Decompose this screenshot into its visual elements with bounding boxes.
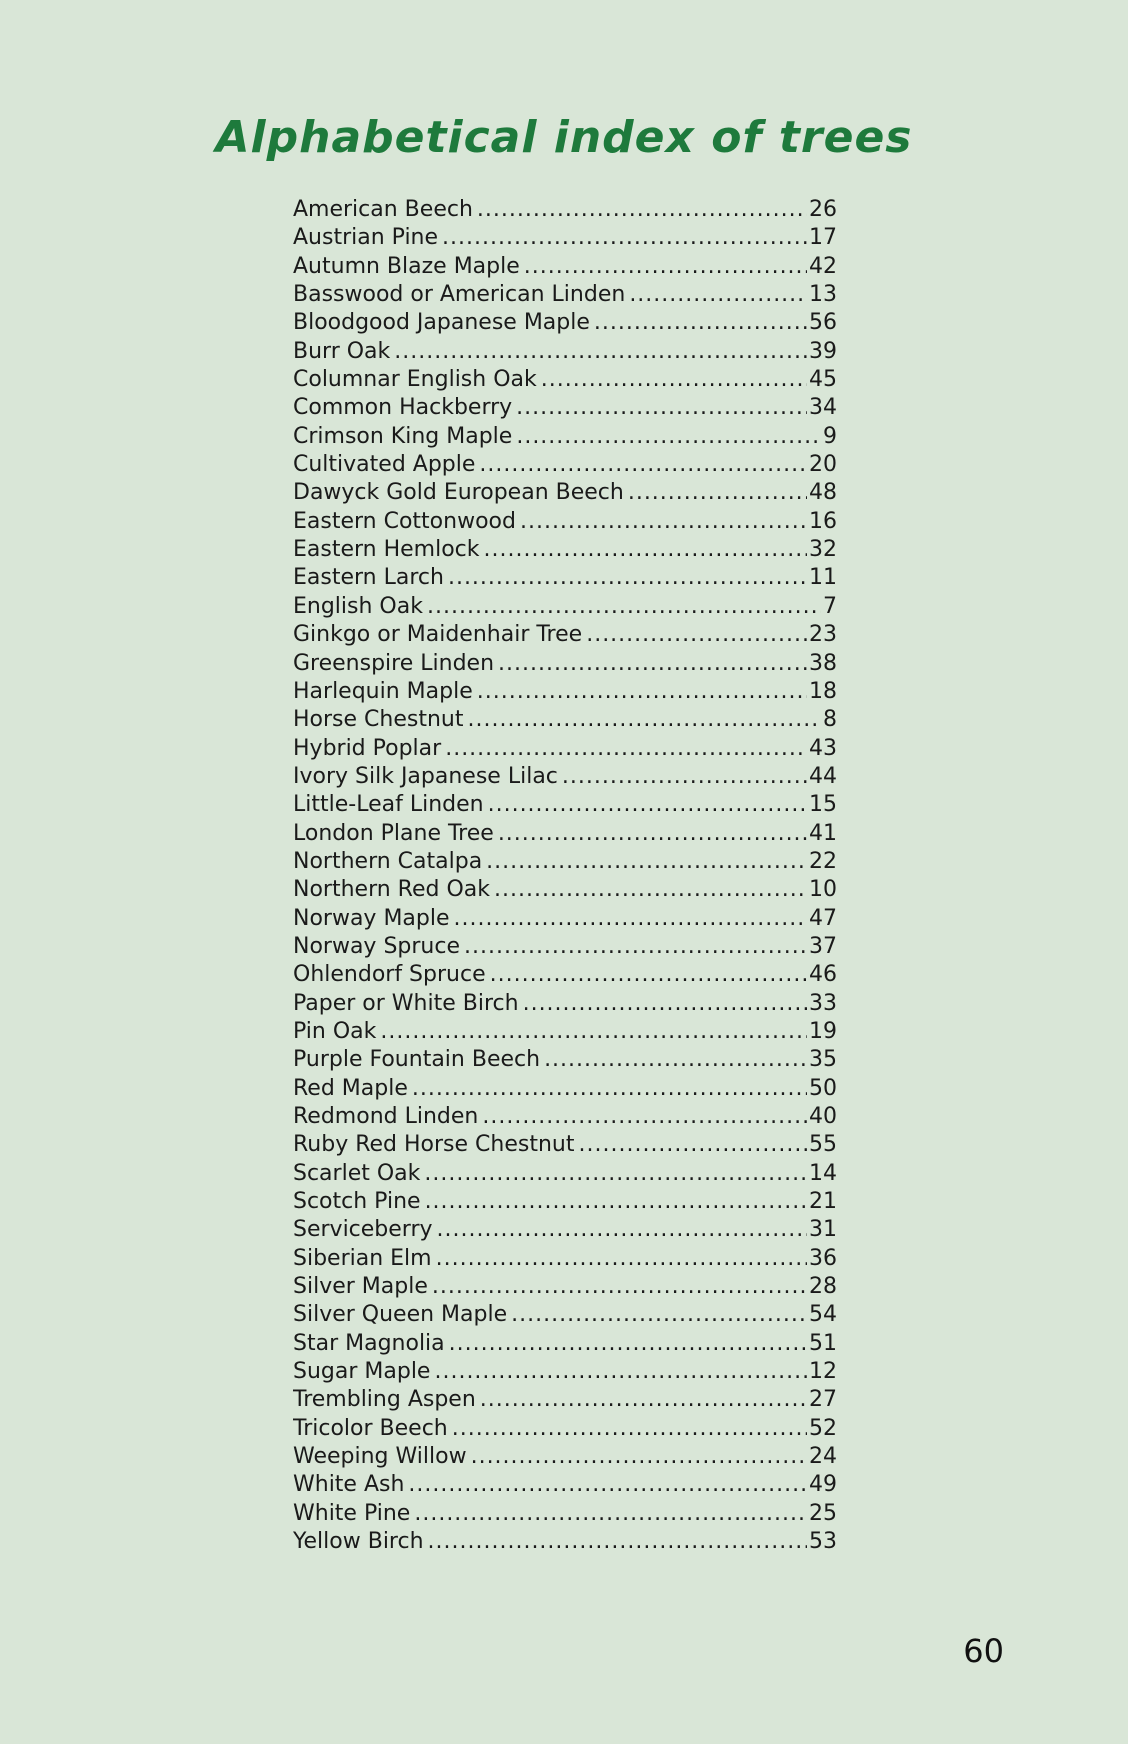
index-entry (293, 339, 837, 367)
tree-name: Trembling Aspen (293, 1387, 476, 1413)
tree-name: Scarlet Oak (293, 1160, 421, 1186)
page-reference: 42 (809, 253, 837, 279)
tree-name: Serviceberry (293, 1217, 433, 1243)
tree-name: Red Maple (293, 1075, 408, 1101)
index-entry (293, 1161, 837, 1189)
page-reference: 17 (809, 225, 837, 251)
index-entry (293, 1416, 837, 1444)
page-number: 60 (963, 1632, 1004, 1670)
index-entry (293, 707, 837, 735)
tree-name: Norway Spruce (293, 933, 460, 959)
dot-leader (408, 1472, 807, 1497)
dot-leader (464, 934, 807, 959)
tree-name: Pin Oak (293, 1018, 377, 1044)
tree-name: Austrian Pine (293, 225, 439, 251)
index-entry (293, 367, 837, 395)
index-entry (293, 849, 837, 877)
tree-name: English Oak (293, 593, 423, 619)
index-entry (293, 594, 837, 622)
tree-name: London Plane Tree (293, 820, 494, 846)
tree-name: Greenspire Linden (293, 650, 495, 676)
tree-name: Redmond Linden (293, 1104, 479, 1129)
index-entry (293, 1331, 837, 1359)
tree-name: Tricolor Beech (293, 1415, 448, 1441)
page-reference: 44 (809, 763, 837, 789)
dot-leader (498, 651, 807, 676)
page-reference: 23 (809, 622, 837, 648)
dot-leader (579, 1132, 808, 1157)
page-reference: 14 (809, 1160, 837, 1186)
page-reference: 55 (809, 1132, 837, 1158)
tree-name: Silver Queen Maple (293, 1302, 508, 1328)
index-entry (293, 934, 837, 962)
page-title: Alphabetical index of trees (215, 112, 913, 163)
page-reference: 50 (809, 1075, 837, 1101)
dot-leader (445, 736, 807, 761)
tree-name: Paper or White Birch (293, 990, 519, 1016)
dot-leader (380, 1019, 807, 1044)
dot-leader (424, 1161, 807, 1186)
dot-leader (394, 339, 807, 364)
index-entry (293, 225, 837, 253)
page-reference: 43 (809, 735, 837, 761)
index-entry (293, 962, 837, 990)
page-reference: 34 (809, 395, 837, 421)
dot-leader (452, 1416, 807, 1441)
dot-leader (486, 849, 807, 874)
page-reference: 47 (809, 905, 837, 931)
index-entry (293, 1076, 837, 1104)
tree-name: Sugar Maple (293, 1359, 431, 1385)
page-reference: 38 (809, 650, 837, 676)
tree-name: Eastern Hemlock (293, 537, 480, 563)
page-reference: 36 (809, 1245, 837, 1271)
page-reference: 41 (809, 820, 837, 846)
index-entry (293, 1444, 837, 1472)
page-reference: 48 (809, 480, 837, 506)
dot-leader (629, 282, 807, 307)
index-entry (293, 906, 837, 934)
dot-leader (427, 594, 821, 619)
index-entry (293, 1359, 837, 1387)
tree-name: Ginkgo or Maidenhair Tree (293, 622, 583, 648)
index-entry (293, 1387, 837, 1415)
index-entry (293, 1274, 837, 1302)
dot-leader (484, 537, 807, 562)
page-reference: 24 (809, 1444, 837, 1470)
dot-leader (477, 679, 807, 704)
tree-name: Dawyck Gold European Beech (293, 480, 624, 506)
page-reference: 18 (809, 678, 837, 704)
tree-name: Bloodgood Japanese Maple (293, 310, 590, 336)
index-entry (293, 991, 837, 1019)
tree-name: Basswood or American Linden (293, 282, 626, 308)
dot-leader (524, 254, 807, 279)
dot-leader (449, 1331, 807, 1356)
index-entry (293, 310, 837, 338)
page-reference: 27 (809, 1387, 837, 1413)
page-reference: 54 (809, 1302, 837, 1328)
dot-leader (434, 1359, 807, 1384)
dot-leader (442, 225, 807, 250)
dot-leader (494, 877, 807, 902)
page-reference: 53 (809, 1529, 837, 1555)
dot-leader (628, 480, 807, 505)
page-reference: 28 (809, 1274, 837, 1300)
page-reference: 21 (809, 1189, 837, 1215)
index-entry (293, 622, 837, 650)
index-entry (293, 1217, 837, 1245)
dot-leader (498, 821, 807, 846)
dot-leader (414, 1501, 807, 1526)
dot-leader (454, 906, 807, 931)
dot-leader (448, 565, 807, 590)
page-reference: 49 (809, 1472, 837, 1498)
index-entry (293, 537, 837, 565)
dot-leader (479, 452, 807, 477)
page-reference: 13 (809, 282, 837, 308)
tree-name: Scotch Pine (293, 1189, 421, 1215)
tree-name: Norway Maple (293, 905, 450, 931)
page-reference: 10 (809, 877, 837, 903)
tree-name: Eastern Cottonwood (293, 508, 516, 534)
page-reference: 11 (809, 565, 837, 591)
index-entry (293, 764, 837, 792)
page-reference: 16 (809, 508, 837, 534)
page-reference: 45 (809, 367, 837, 393)
index-entry (293, 821, 837, 849)
page-reference: 33 (809, 990, 837, 1016)
index-entry (293, 1132, 837, 1160)
dot-leader (467, 707, 821, 732)
page-reference: 39 (809, 338, 837, 364)
page-reference: 37 (809, 933, 837, 959)
dot-leader (428, 1529, 807, 1554)
page-reference: 32 (809, 537, 837, 563)
tree-name: Ivory Silk Japanese Lilac (293, 763, 558, 789)
page-reference: 19 (809, 1018, 837, 1044)
page-reference: 26 (809, 197, 837, 222)
dot-leader (511, 1302, 807, 1327)
tree-name: Ruby Red Horse Chestnut (293, 1132, 575, 1158)
index-entry (293, 1501, 837, 1529)
index-entry (293, 651, 837, 679)
index-entry (293, 736, 837, 764)
dot-leader (490, 962, 807, 987)
index-entry (293, 1104, 837, 1132)
index-entry (293, 395, 837, 423)
index-entry (293, 1529, 837, 1557)
page-reference: 7 (823, 593, 837, 619)
dot-leader (412, 1076, 807, 1101)
index-entry (293, 509, 837, 537)
index-entry (293, 282, 837, 310)
page-reference: 52 (809, 1415, 837, 1441)
tree-name: Common Hackberry (293, 395, 513, 421)
index-entry (293, 1047, 837, 1075)
page-reference: 8 (823, 707, 837, 733)
page-reference: 51 (809, 1330, 837, 1356)
dot-leader (541, 367, 807, 392)
tree-name: Weeping Willow (293, 1444, 467, 1470)
tree-name: Horse Chestnut (293, 707, 464, 733)
tree-index-list (293, 197, 837, 1558)
tree-name: Autumn Blaze Maple (293, 253, 520, 279)
tree-name: Yellow Birch (293, 1529, 424, 1555)
index-entry (293, 565, 837, 593)
dot-leader (480, 1387, 807, 1412)
index-entry (293, 1246, 837, 1274)
dot-leader (477, 197, 807, 222)
dot-leader (520, 509, 807, 534)
tree-name: Northern Catalpa (293, 848, 483, 874)
index-entry (293, 254, 837, 282)
index-entry (293, 1019, 837, 1047)
dot-leader (482, 1104, 807, 1129)
tree-name: Crimson King Maple (293, 423, 513, 449)
tree-name: White Ash (293, 1472, 405, 1498)
index-entry (293, 480, 837, 508)
tree-name: Purple Fountain Beech (293, 1047, 541, 1073)
dot-leader (544, 1047, 807, 1072)
dot-leader (594, 310, 807, 335)
dot-leader (437, 1217, 807, 1242)
tree-name: Star Magnolia (293, 1330, 445, 1356)
page-reference: 40 (809, 1104, 837, 1129)
dot-leader (586, 622, 807, 647)
tree-name: Silver Maple (293, 1274, 428, 1300)
tree-name: Burr Oak (293, 338, 391, 364)
tree-name: Ohlendorf Spruce (293, 962, 486, 988)
dot-leader (488, 792, 807, 817)
dot-leader (471, 1444, 807, 1469)
tree-name: Northern Red Oak (293, 877, 490, 903)
index-entry (293, 1302, 837, 1330)
index-entry (293, 197, 837, 225)
tree-name: American Beech (293, 197, 473, 222)
tree-name: Harlequin Maple (293, 678, 473, 704)
index-entry (293, 1472, 837, 1500)
index-entry (293, 792, 837, 820)
tree-name: Little-Leaf Linden (293, 792, 484, 818)
tree-name: Eastern Larch (293, 565, 444, 591)
dot-leader (432, 1274, 807, 1299)
page-reference: 20 (809, 452, 837, 478)
page-reference: 31 (809, 1217, 837, 1243)
dot-leader (562, 764, 807, 789)
dot-leader (516, 424, 821, 449)
dot-leader (425, 1189, 807, 1214)
dot-leader (523, 991, 807, 1016)
page-reference: 56 (809, 310, 837, 336)
page-reference: 15 (809, 792, 837, 818)
page-reference: 46 (809, 962, 837, 988)
index-entry (293, 877, 837, 905)
dot-leader (436, 1246, 807, 1271)
tree-name: White Pine (293, 1500, 411, 1526)
page-reference: 12 (809, 1359, 837, 1385)
page-reference: 9 (823, 423, 837, 449)
dot-leader (516, 395, 807, 420)
index-entry (293, 679, 837, 707)
index-entry (293, 1189, 837, 1217)
page-reference: 25 (809, 1500, 837, 1526)
tree-name: Columnar English Oak (293, 367, 537, 393)
tree-name: Siberian Elm (293, 1245, 432, 1271)
tree-name: Hybrid Poplar (293, 735, 442, 761)
index-entry (293, 452, 837, 480)
page-reference: 22 (809, 848, 837, 874)
tree-name: Cultivated Apple (293, 452, 476, 478)
index-entry (293, 424, 837, 452)
page-reference: 35 (809, 1047, 837, 1073)
